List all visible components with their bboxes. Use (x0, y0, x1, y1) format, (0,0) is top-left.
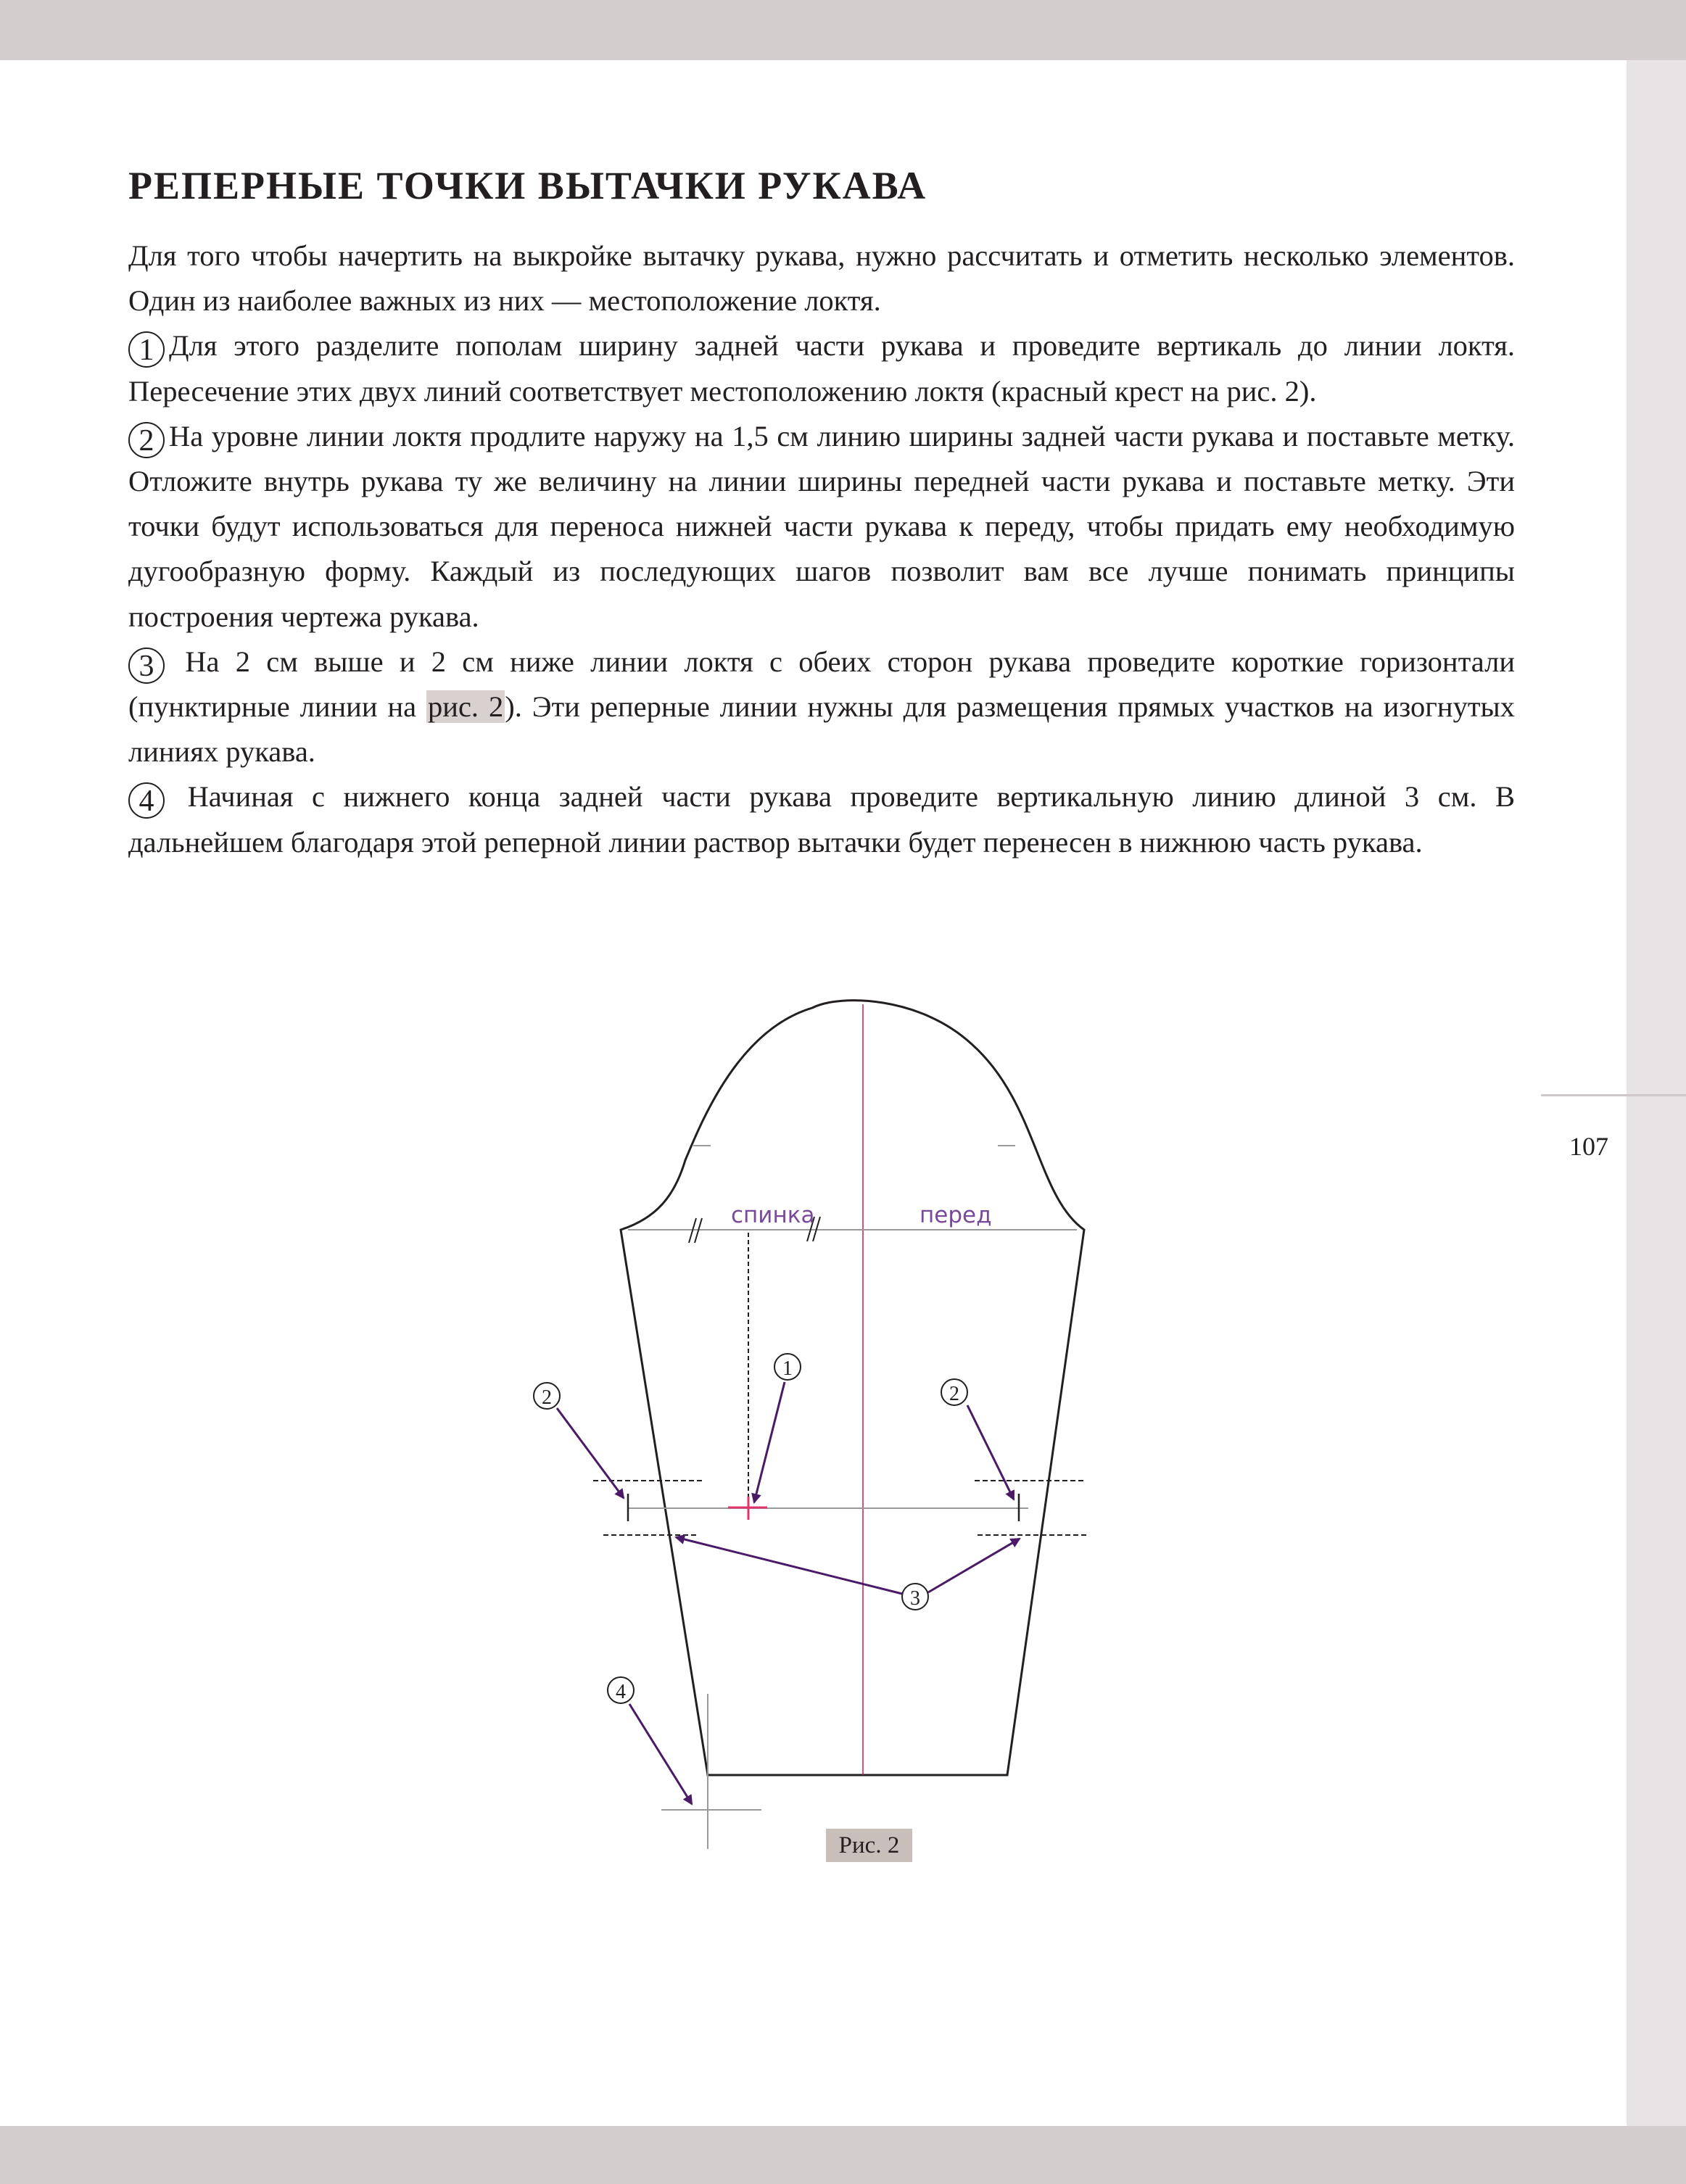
step-2-number: 2 (128, 422, 165, 458)
step-4-number: 4 (128, 782, 165, 819)
figure-caption: Рис. 2 (826, 1829, 912, 1862)
bottom-band (0, 2126, 1686, 2184)
callout-2-right-arrow (967, 1405, 1014, 1500)
step-1-text: Для этого разделите пополам ширину задней части рукава и проведите вертикаль до линии локтя. Пересечение этих двух линий соответствует местоположению локтя (красный крест на рис. 2). (128, 329, 1515, 408)
step-4-paragraph (128, 774, 1515, 864)
sleeve-outline (621, 1001, 1084, 1775)
label-back: спинка (731, 1202, 815, 1228)
step-1-number: 1 (128, 331, 165, 368)
step-3-text-start: На 2 см выше и 2 см ниже линии локтя с обеих сторон рукава проведите короткие горизонтали (пунктирные линии на (128, 645, 1516, 724)
figure-reference-link[interactable]: рис. 2 (428, 690, 504, 724)
step-1-paragraph (128, 323, 1515, 413)
callout-2-left-arrow (557, 1408, 624, 1498)
step-3-number: 3 (128, 648, 165, 684)
body-text (128, 233, 1515, 865)
callout-3-arrow-left (676, 1537, 902, 1594)
callout-2-left-label: 2 (542, 1386, 552, 1409)
callout-3-label: 3 (910, 1587, 920, 1610)
top-band (0, 0, 1686, 60)
callout-4-arrow (629, 1704, 692, 1804)
step-3-paragraph (128, 640, 1515, 775)
step-3-text-end: ). Эти реперные линии нужны для размещения прямых участков на изогнутых линиях рукава. (128, 690, 1515, 769)
callout-4-label: 4 (616, 1681, 626, 1703)
label-front: перед (920, 1202, 992, 1228)
page-number: 107 (1569, 1132, 1608, 1161)
section-title: РЕПЕРНЫЕ ТОЧКИ ВЫТАЧКИ РУКАВА (128, 164, 927, 207)
step-2-text: На уровне линии локтя продлите наружу на 1,5 см линию ширины задней части рукава и поставьте метку. Отложите внутрь рукава ту же величину на линии ширины передней части рукава и поставьте метку. Эти точки будут использоваться для переноса нижней части рукава к переду, чтобы придать ему необходимую дугообразную форму. Каждый из последующих шагов позволит вам все лучше понимать принципы построения чертежа рукава. (128, 419, 1515, 633)
step-2-paragraph (128, 414, 1515, 640)
callout-3-arrow-right (928, 1539, 1020, 1592)
callout-2-right-label: 2 (949, 1383, 959, 1405)
step-4-text: Начиная с нижнего конца задней части рукава проведите вертикальную линию длиной 3 см. В дальнейшем благодаря этой реперной линии раствор вытачки будет перенесен в нижнюю часть рукава. (128, 780, 1516, 859)
sleeve-pattern-diagram (0, 943, 1686, 1885)
callout-1-arrow (754, 1382, 785, 1502)
callout-1-label: 1 (782, 1357, 793, 1380)
intro-paragraph: Для того чтобы начертить на выкройке вытачку рукава, нужно рассчитать и отметить несколько элементов. Один из наиболее важных из них — местоположение локтя. (128, 239, 1515, 318)
